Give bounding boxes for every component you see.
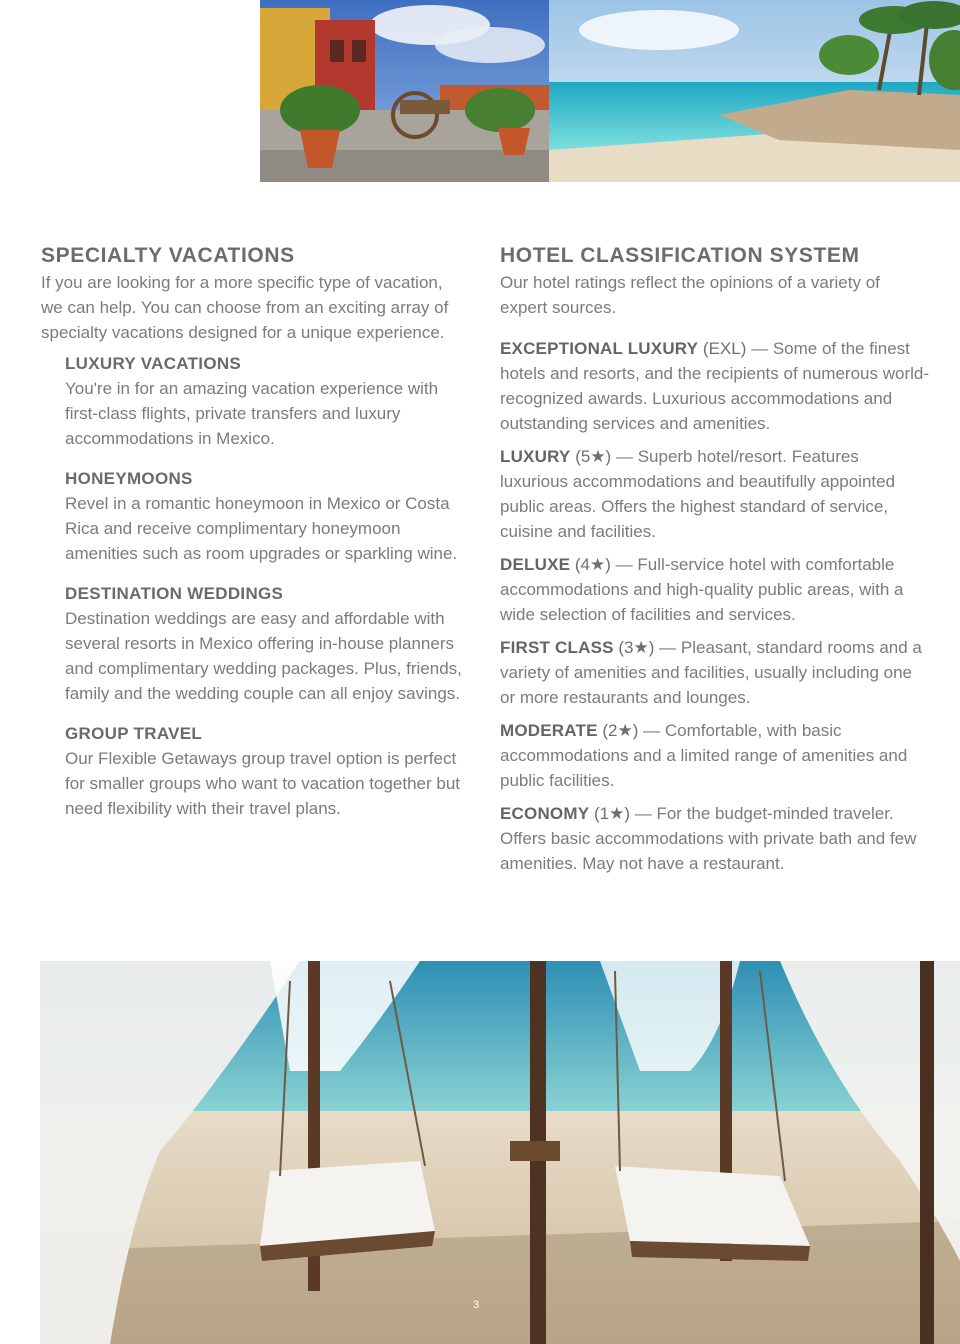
- class-description: — Some of the finest hotels and resorts, and the recipients of numerous world-recognized awards. Luxurious accommodations and outstanding services and amenities.: [500, 339, 930, 433]
- honeymoons-heading: HONEYMOONS: [65, 469, 193, 488]
- group-travel-text: Our Flexible Getaways group travel option is perfect for smaller groups who want to vacation together but need flexibility with their travel plans.: [65, 749, 460, 818]
- class-description: — For the budget-minded traveler. Offers basic accommodations with private bath and few amenities. May not have a restaurant.: [500, 804, 917, 873]
- destination-weddings-heading: DESTINATION WEDDINGS: [65, 584, 284, 603]
- beach-cabana-swing-beds-photo: [40, 961, 960, 1344]
- class-economy: [500, 801, 930, 876]
- class-name: FIRST CLASS: [500, 638, 614, 657]
- class-description: — Superb hotel/resort. Features luxurious accommodations and beautifully appointed public areas. Offers the highest standard of service, cuisine and facilities.: [500, 447, 896, 541]
- honeymoons-section: [41, 466, 466, 566]
- class-rating: (2★): [602, 721, 639, 740]
- class-deluxe: [500, 552, 930, 627]
- class-description: — Pleasant, standard rooms and a variety of amenities and facilities, usually including one or more restaurants and lounges.: [500, 638, 922, 707]
- specialty-vacations-column: [41, 242, 466, 821]
- class-name: ECONOMY: [500, 804, 590, 823]
- class-rating: (EXL): [702, 339, 747, 358]
- group-travel-heading: GROUP TRAVEL: [65, 724, 203, 743]
- class-rating: (1★): [593, 804, 631, 823]
- hacienda-courtyard-photo: [260, 0, 549, 182]
- destination-weddings-section: [41, 581, 466, 706]
- specialty-vacations-heading: SPECIALTY VACATIONS: [41, 244, 295, 267]
- luxury-vacations-text: You're in for an amazing vacation experience with first-class flights, private transfers and luxury accommodations in Mexico.: [65, 379, 439, 448]
- class-name: EXCEPTIONAL LUXURY: [500, 339, 699, 358]
- luxury-vacations-heading: LUXURY VACATIONS: [65, 354, 242, 373]
- class-description: — Comfortable, with basic accommodations and a limited range of amenities and public facilities.: [500, 721, 908, 790]
- page-number: 3: [473, 1299, 480, 1311]
- class-first-class: [500, 635, 930, 710]
- luxury-vacations-section: [41, 351, 466, 451]
- group-travel-section: [41, 721, 466, 821]
- class-rating: (3★): [618, 638, 655, 657]
- destination-weddings-text: Destination weddings are easy and affordable with several resorts in Mexico offering in-house planners and complimentary wedding packages. Plus, friends, family and the wedding couple can all enjoy savings.: [65, 609, 462, 703]
- class-exceptional-luxury: [500, 336, 930, 436]
- tropical-beach-photo: [549, 0, 960, 182]
- honeymoons-text: Revel in a romantic honeymoon in Mexico or Costa Rica and receive complimentary honeymoon amenities such as room upgrades or sparkling wine.: [65, 494, 458, 563]
- class-name: DELUXE: [500, 555, 571, 574]
- hotel-classification-heading: HOTEL CLASSIFICATION SYSTEM: [500, 244, 860, 267]
- class-luxury: [500, 444, 930, 544]
- class-rating: (4★): [574, 555, 611, 574]
- class-name: MODERATE: [500, 721, 598, 740]
- hotel-classification-column: [500, 242, 930, 876]
- class-name: LUXURY: [500, 447, 571, 466]
- class-moderate: [500, 718, 930, 793]
- specialty-vacations-intro: If you are looking for a more specific type of vacation, we can help. You can choose from an exciting array of specialty vacations designed for a unique experience.: [41, 273, 449, 342]
- hotel-classification-intro: Our hotel ratings reflect the opinions of a variety of expert sources.: [500, 273, 880, 317]
- class-description: — Full-service hotel with comfortable accommodations and high-quality public areas, with a wide selection of facilities and services.: [500, 555, 904, 624]
- class-rating: (5★): [575, 447, 612, 466]
